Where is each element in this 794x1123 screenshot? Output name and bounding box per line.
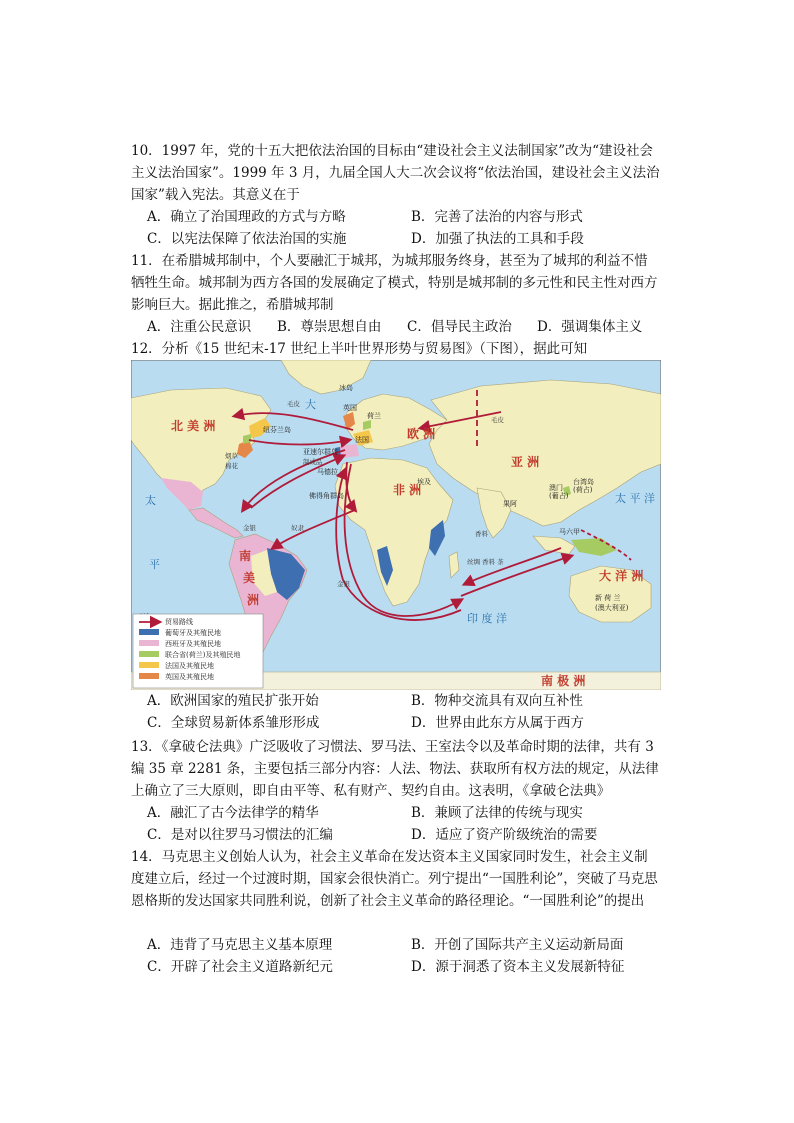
map-legend [133,614,263,688]
legend-label-route: 贸易路线 [165,618,193,626]
label-manufactures: 制成品 [303,458,323,466]
q14-option-a[interactable]: A．违背了马克思主义基本原理 [147,937,333,953]
legend-swatch-britain [139,673,159,679]
q10-option-c[interactable]: C．以宪法保障了依法治国的实施 [147,231,347,247]
question-12-stem: 12．分析《15 世纪末-17 世纪上半叶世界形势与贸易图》（下图），据此可知 [131,341,588,357]
label-pacific-west-2: 平 [149,558,160,571]
label-cape-verde: 佛得角群岛 [309,492,344,500]
label-pacific-east: 太 平 洋 [615,492,655,505]
q13-option-d[interactable]: D．适应了资产阶级统治的需要 [411,827,598,843]
label-europe: 欧 洲 [407,427,436,441]
q12-option-a[interactable]: A．欧洲国家的殖民扩张开始 [147,693,319,709]
label-macau: 澳门 [549,484,563,492]
label-taiwan-sub: (荷占) [573,486,593,494]
question-14-options [147,934,667,978]
label-newfoundland: 纽芬兰岛 [263,426,291,434]
question-13-stem: 13．《拿破仑法典》广泛吸收了习惯法、罗马法、王室法令以及革命时期的法律，共有 3 编 35 章 2281 条，主要包括三部分内容：人法、物法、获取所有权方法的规定，从法律上确立了三大原则，即自由平等、私有财产、契约自由。这表明，《拿破仑法典》 [131,739,659,799]
question-11-stem: 11．在希腊城邦制中，个人要融汇于城邦，为城邦服务终身，甚至为了城邦的利益不惜牺牲生命。城邦制为西方各国的发展确定了模式，特别是城邦制的多元性和民主性对西方影响巨大。据此推之，希腊城邦制 [131,253,658,313]
q13-option-c[interactable]: C．是对以往罗马习惯法的汇编 [147,827,333,843]
q12-option-b[interactable]: B．物种交流具有双向互补性 [411,693,583,709]
question-10-options [147,206,667,250]
legend-label-netherlands: 联合省(荷兰)及其殖民地 [165,651,241,659]
label-gold-silver: 金银 [243,524,256,532]
label-africa: 非 洲 [393,483,422,497]
label-slaves: 奴隶 [291,524,304,532]
q12-option-c[interactable]: C．全球贸易新体系雏形形成 [147,715,320,731]
label-taiwan: 台湾岛 [573,478,594,486]
q13-option-a[interactable]: A．融汇了古今法律学的精华 [147,805,319,821]
q10-option-a[interactable]: A．确立了治国理政的方式与方略 [147,209,346,225]
label-macau-sub: (葡占) [549,492,569,500]
q11-option-c[interactable]: C．倡导民主政治 [407,319,512,335]
question-11-options [147,316,667,338]
label-azores: 亚速尔群岛 [303,448,338,456]
label-antarctica: 南 极 洲 [541,674,586,688]
q11-option-b[interactable]: B．尊崇思想自由 [277,319,382,335]
label-new-holland: 新 荷 兰 [595,594,621,602]
label-north-america: 北 美 洲 [171,419,216,433]
legend-label-britain: 英国及其殖民地 [165,673,214,681]
q11-option-d[interactable]: D．强调集体主义 [537,319,643,335]
q14-option-d[interactable]: D．源于洞悉了资本主义发展新特征 [411,959,625,975]
q11-option-a[interactable]: A．注重公民意识 [147,319,252,335]
label-indian: 印 度 洋 [467,612,507,625]
q10-option-d[interactable]: D．加强了执法的工具和手段 [411,231,584,247]
label-asia: 亚 洲 [511,455,540,469]
legend-label-portugal: 葡萄牙及其殖民地 [165,629,221,637]
question-10-stem: 10．1997 年，党的十五大把依法治国的目标由“建设社会主义法制国家”改为“建设社会主义法治国家”。1999 年 3 月，九届全国人大二次会议将“依法治国，建设社会主义法治国家”载入宪法。其意义在于 [131,143,660,203]
legend-swatch-portugal [139,629,159,635]
q14-option-b[interactable]: B．开创了国际共产主义运动新局面 [411,937,624,953]
label-madeira: 马德拉 [317,468,338,476]
label-silk-spices-tea: 丝绸 香料 茶 [467,558,504,566]
legend-swatch-netherlands [139,651,159,657]
label-moluccas: 马六甲 [559,528,580,536]
label-france: 法国 [355,436,369,444]
label-new-holland-sub: (澳大利亚) [595,604,629,612]
label-cotton: 棉花 [225,462,238,470]
legend-swatch-spain [139,640,159,646]
label-atlantic: 大 [305,398,316,411]
world-trade-map [131,360,661,690]
label-spices: 香料 [475,530,488,538]
q10-option-b[interactable]: B．完善了法治的内容与形式 [411,209,583,225]
label-fur-1: 毛皮 [287,400,300,408]
label-oceania: 大 洋 洲 [599,569,644,583]
label-goa: 果阿 [503,500,517,508]
label-iceland: 冰岛 [339,384,353,392]
legend-label-spain: 西班牙及其殖民地 [165,640,221,648]
label-tobacco: 烟草 [225,452,238,460]
label-gold-silver-2: 金银 [337,580,350,588]
q14-option-c[interactable]: C．开辟了社会主义道路新纪元 [147,959,333,975]
legend-swatch-france [139,662,159,668]
label-south-america-1: 南 [239,549,252,563]
question-12-options [147,690,667,734]
q12-option-d[interactable]: D．世界由此东方从属于西方 [411,715,584,731]
question-13-options [147,802,667,846]
label-britain: 英国 [343,404,357,412]
label-egypt: 埃及 [417,478,431,486]
label-south-america-2: 美 [243,571,256,585]
question-14-stem: 14．马克思主义创始人认为，社会主义革命在发达资本主义国家同时发生，社会主义制度建立后，经过一个过渡时期，国家会很快消亡。列宁提出“一国胜利论”，突破了马克思恩格斯的发达国家共同胜利说，创新了社会主义革命的路径理论。“一国胜利论”的提出 [131,849,658,909]
legend-label-france: 法国及其殖民地 [165,662,214,670]
label-south-america-3: 洲 [247,593,260,607]
label-holland: 荷兰 [367,412,381,420]
label-fur-2: 毛皮 [491,416,504,424]
q13-option-b[interactable]: B．兼顾了法律的传统与现实 [411,805,583,821]
label-pacific-west-1: 太 [145,494,156,507]
